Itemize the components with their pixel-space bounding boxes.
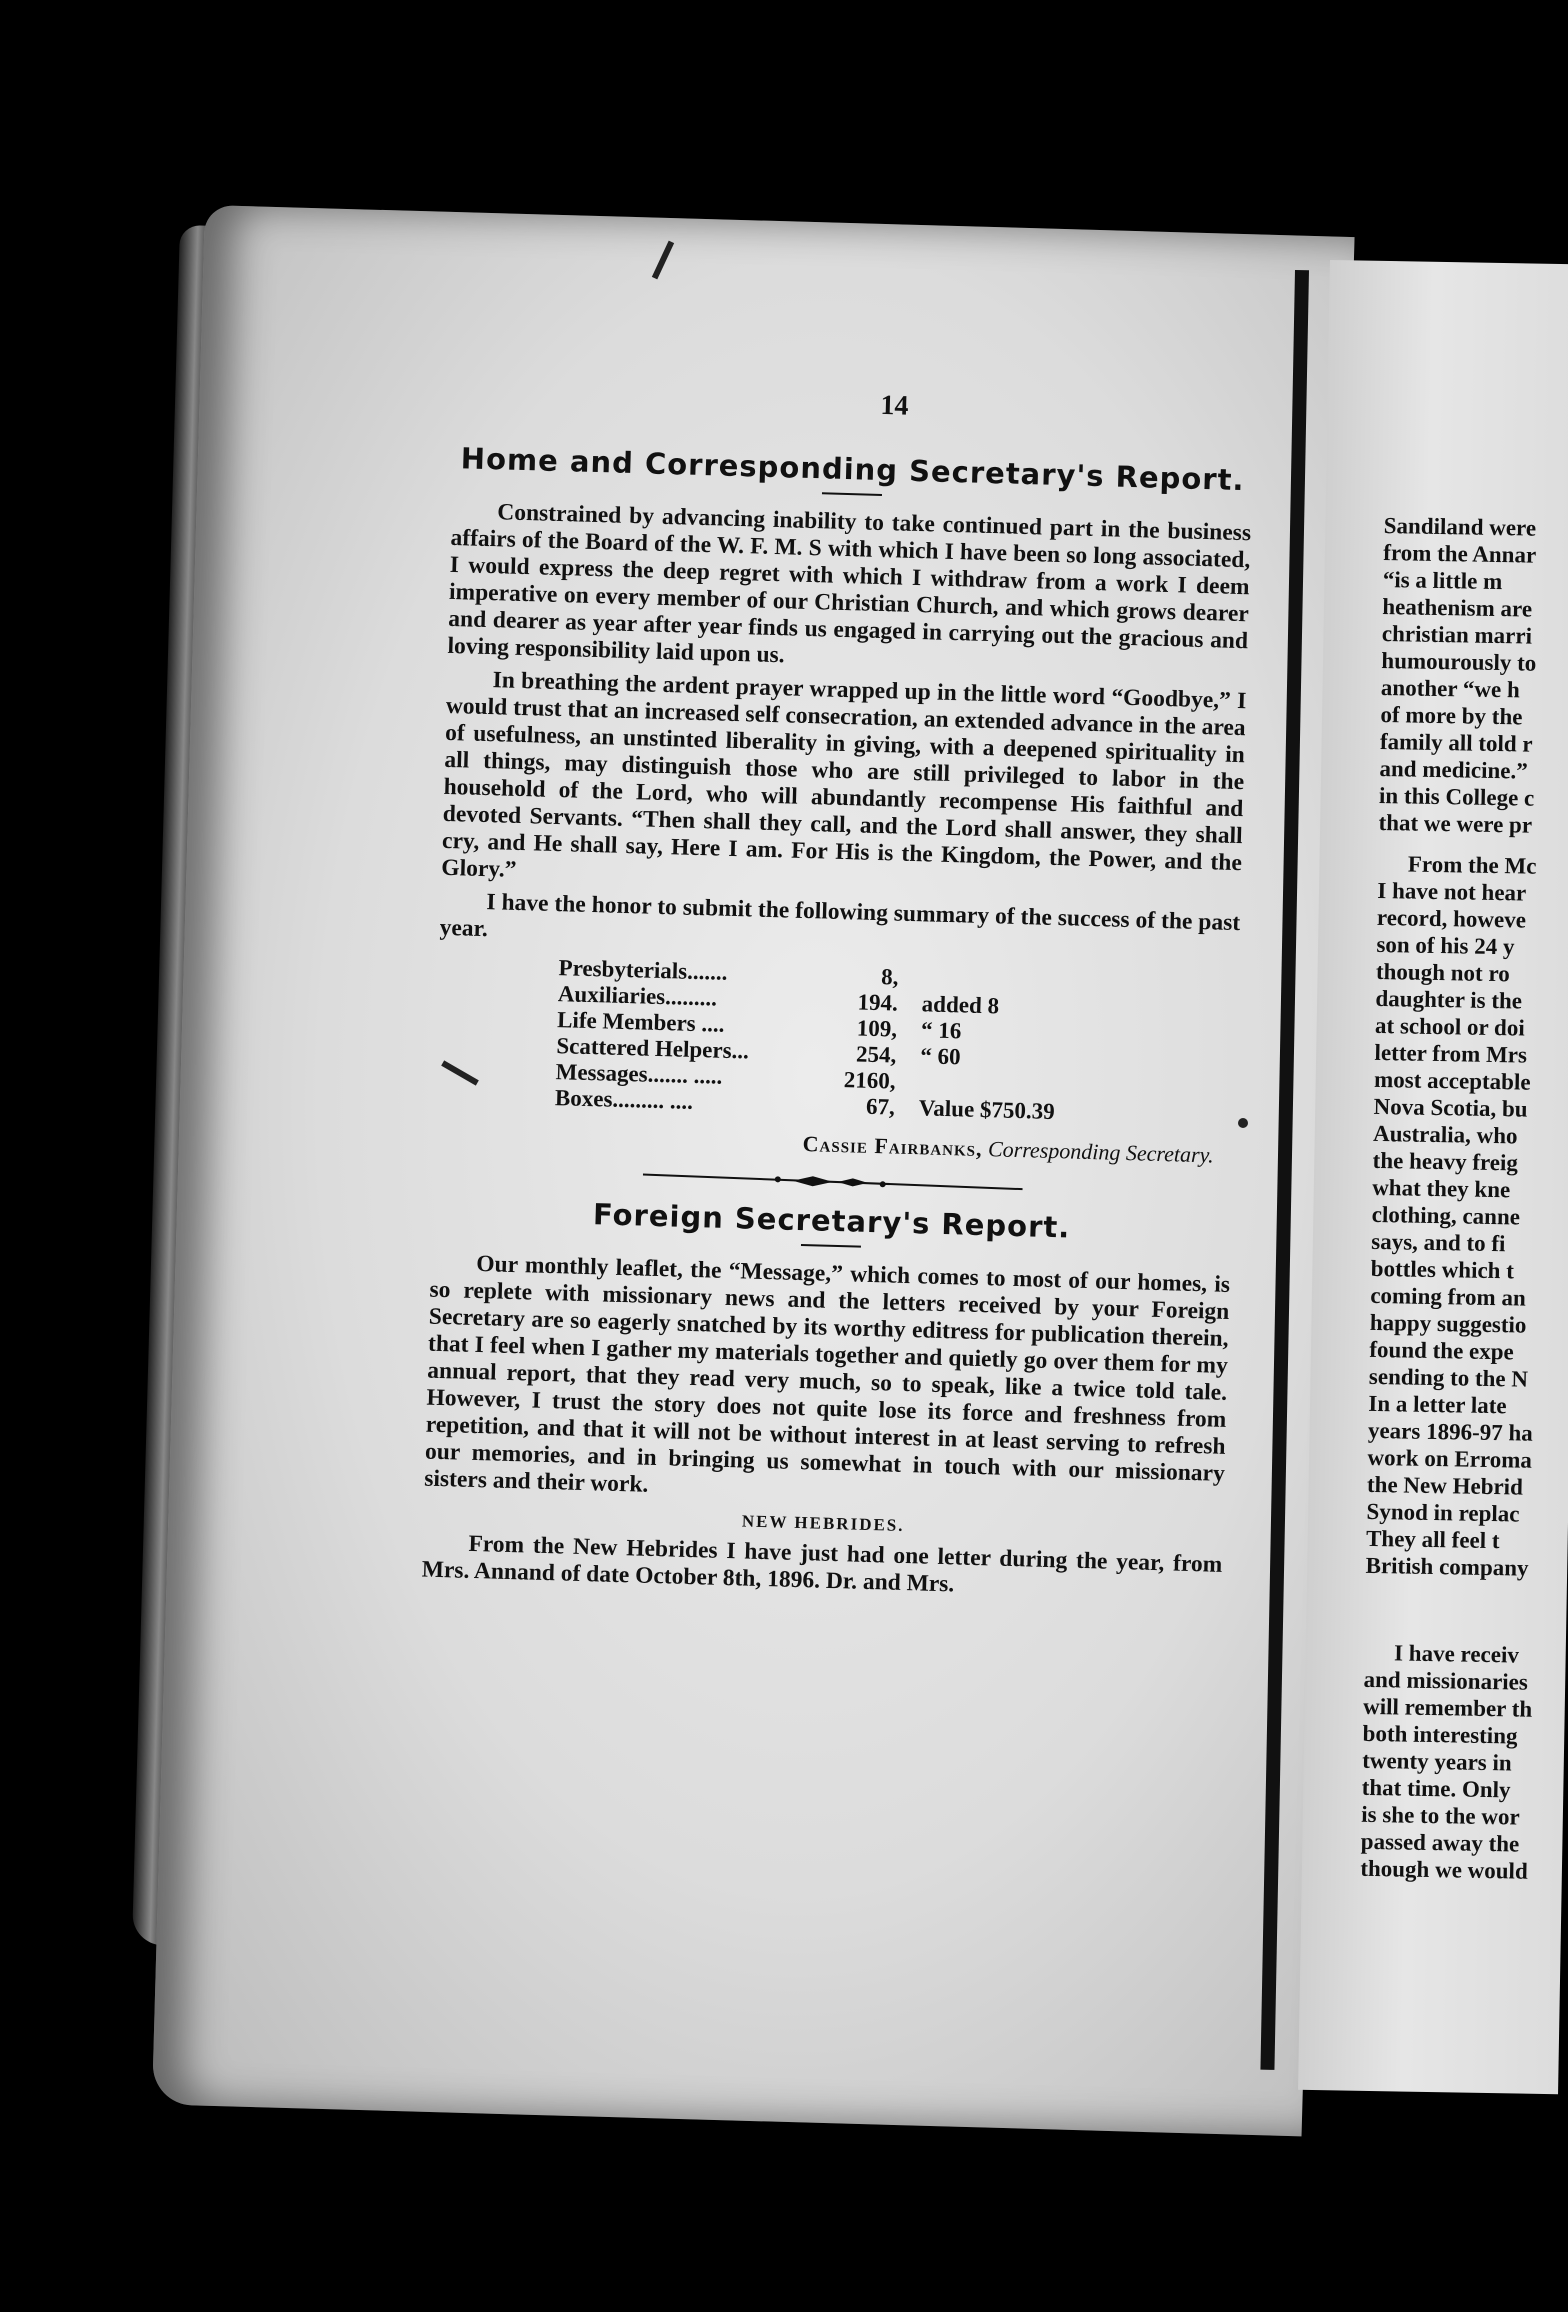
text-line: christian marri [1381, 620, 1533, 649]
text-line: sending to the N [1368, 1363, 1529, 1392]
text-line: both interesting [1362, 1720, 1518, 1749]
summary-value: 2160, [843, 1067, 896, 1094]
text-line: from the Annar [1383, 539, 1537, 568]
summary-extra: “ 60 [919, 1043, 961, 1070]
paragraph: From the New Hebrides I have just had one letter during the year, from Mrs. Annand of date October 8th, 1896. Dr. and Mrs. [421, 1530, 1223, 1598]
text-line: They all feel t [1365, 1525, 1500, 1554]
page-number: 14 [880, 389, 909, 422]
summary-extra: Value $750.39 [918, 1095, 1056, 1125]
ink-mark [1238, 1118, 1248, 1128]
text-line: the heavy freig [1372, 1147, 1519, 1176]
text-line: most acceptable [1373, 1066, 1531, 1095]
text-line: at school or doi [1374, 1012, 1525, 1041]
title-rule [801, 1244, 861, 1248]
text-line: found the expe [1369, 1336, 1514, 1365]
text-line: Australia, who [1372, 1120, 1518, 1149]
signature-name: Cassie Fairbanks, [802, 1131, 983, 1162]
text-line: “is a little m [1382, 566, 1503, 595]
section-title-foreign: Foreign Secretary's Report. [592, 1197, 1071, 1245]
text-line: will remember th [1362, 1693, 1533, 1722]
signature-role: Corresponding Secretary. [987, 1136, 1215, 1168]
summary-extra: “ 16 [920, 1017, 962, 1044]
text-line: and medicine.” [1379, 755, 1528, 784]
text-line: heathenism are [1382, 593, 1533, 622]
text-line: letter from Mrs [1374, 1039, 1528, 1068]
text-line: son of his 24 y [1376, 931, 1515, 960]
summary-extra [919, 1069, 920, 1095]
summary-label: Scattered Helpers... [556, 1033, 750, 1064]
summary-label: Presbyterials....... [558, 955, 728, 985]
text-line: says, and to fi [1371, 1228, 1506, 1257]
summary-label: Messages....... ..... [555, 1059, 723, 1089]
text-line: happy suggestio [1369, 1309, 1527, 1338]
text-line: passed away the [1360, 1828, 1520, 1857]
text-line: I have receiv [1393, 1640, 1520, 1668]
summary-extra: added 8 [921, 991, 1000, 1019]
right-page-text [1360, 512, 1568, 1885]
text-line: twenty years in [1361, 1747, 1512, 1776]
text-line: work on Erroma [1367, 1444, 1533, 1473]
paragraph-gap [1364, 1579, 1555, 1642]
summary-extra [922, 965, 923, 991]
text-line: I have not hear [1377, 877, 1527, 906]
summary-value: 109, [856, 1015, 898, 1042]
text-line: In a letter late [1368, 1390, 1507, 1419]
summary-label: Boxes......... .... [554, 1085, 694, 1114]
text-line: years 1896-97 ha [1367, 1417, 1533, 1446]
paragraph: Our monthly leaflet, the “Message,” which comes to most of our homes, is so replete with missionary news and the letters received by your Foreign Secretary are so eagerly snatched by its worthy editress for publication therein, that I feel when I gather my materials together and quietly go over them for my annual report, that they read very much, so to speak, like a twice told tale. However, I trust the story does not quite lose its force and freshness from repetition, and that it will not be without interest in at least serving to refresh our memories, and in bringing us somewhat in touch with our missionary sisters and their work. [423, 1250, 1231, 1498]
text-line: in this College c [1378, 782, 1535, 811]
summary-value: 254, [855, 1041, 897, 1068]
paragraph: Constrained by advancing inability to take continued part in the business affairs of the Board of the W. F. M. S with which I have been so long associated, I would express the deep regret with which I withdraw from a work I deem imperative on every member of our Christian Church, and which grows dearer and dearer as year after year finds us engaged in carrying out the gracious and loving responsibility laid upon us. [447, 499, 1252, 669]
text-line: another “we h [1380, 674, 1520, 703]
text-line: that we were pr [1378, 809, 1533, 838]
text-line: family all told r [1379, 728, 1533, 757]
title-rule [822, 492, 882, 496]
paragraph: I have the honor to submit the following summary of the success of the past year. [439, 889, 1241, 943]
text-line: clothing, canne [1371, 1201, 1521, 1230]
text-line: daughter is the [1375, 985, 1523, 1014]
text-line: From the Mc [1407, 851, 1537, 879]
text-line: coming from an [1370, 1282, 1526, 1311]
text-line: that time. Only [1361, 1774, 1511, 1803]
text-line: of more by the [1380, 701, 1523, 730]
left-page-text [421, 380, 1254, 1612]
summary-label: Auxiliaries......... [557, 981, 718, 1011]
text-line: is she to the wor [1361, 1801, 1520, 1830]
text-line: record, howeve [1376, 904, 1527, 933]
text-line: though we would [1360, 1855, 1528, 1884]
text-line: what they kne [1371, 1174, 1511, 1203]
text-line: and missionaries [1363, 1666, 1529, 1695]
section-title-home-corresponding: Home and Corresponding Secretary's Report. [460, 441, 1245, 498]
summary-value: 194. [857, 989, 899, 1016]
summary-value: 67, [865, 1093, 896, 1120]
ornamental-divider [643, 1167, 1023, 1198]
summary-value: 8, [880, 964, 899, 990]
summary-label: Life Members .... [556, 1007, 725, 1037]
paragraph: In breathing the ardent prayer wrapped up in the little word “Goodbye,” I would trust that an increased self consecration, an extended advance in the area of usefulness, an unstinted liberality in giving, with a deepened spirituality in all things, may distinguish those who are still privileged to labor in the household of the Lord, who will abundantly recompense His faithful and devoted Servants. “Then shall they call, and the Lord shall answer, they shall cry, and He shall say, Here I am. For His is the Kingdom, the Power, and the Glory.” [441, 667, 1247, 883]
subheading-new-hebrides: NEW HEBRIDES. [741, 1511, 905, 1535]
text-line: Sandiland were [1383, 512, 1537, 541]
text-line: bottles which t [1370, 1255, 1515, 1284]
signature [434, 1120, 1214, 1169]
text-line: British company [1365, 1552, 1529, 1581]
text-line: Nova Scotia, bu [1373, 1093, 1528, 1122]
text-line: Synod in replac [1366, 1498, 1520, 1527]
text-line: though not ro [1375, 958, 1510, 987]
text-line: the New Hebrid [1366, 1471, 1524, 1500]
text-line: humourously to [1381, 647, 1537, 676]
summary-table [555, 955, 1119, 1127]
